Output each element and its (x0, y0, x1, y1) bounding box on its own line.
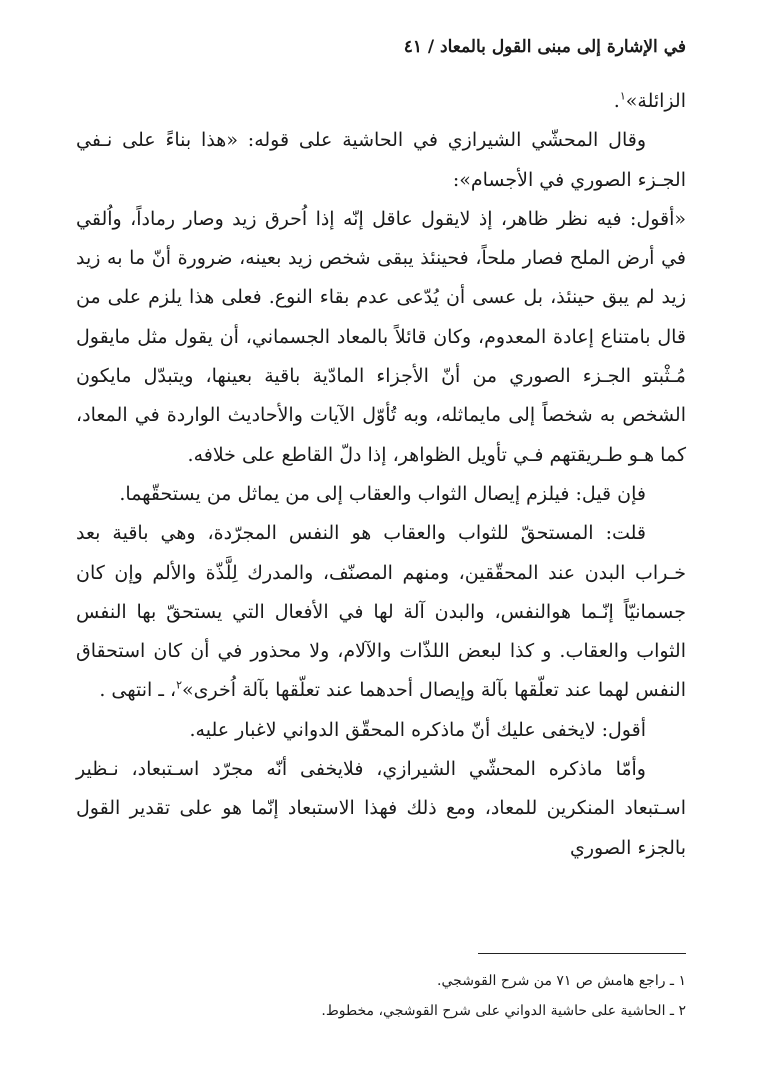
footnote-divider (478, 953, 686, 954)
main-text (76, 82, 686, 868)
paragraph-1: الزائلة»$^١$. (613, 89, 686, 112)
paragraph-3: «أقول: فيه نظر ظاهر، إذ لايقول عاقل إنّه إذا اُحرق زيد وصار رماداً، واُلقي في أرض الملح فصار ملحاً، فحينئذ يبقى شخص زيد بعينه، ضرورة أنّ ما به زيد زيد لم يبق حينئذ، بل عسى أن يُدّعى عدم بقاء النوع. فعلى هذا يلزم على من قال بامتناع إعادة المعدوم، وكان قائلاً بالمعاد الجسماني، أن يقول مثل مايقول مُـثْبتو الجـزء الصوري من أنّ الأجزاء المادّية باقية بعينها، ويتبدّل مايكون الشخص به شخصاً إلى مايماثله، وبه تُأوّل الآيات والأحاديث الواردة في المعاد، كما هـو طـريقتهم فـي تأويل الظواهر، إذا دلّ القاطع على خلافه. (76, 207, 686, 466)
footnote-2: ٢ ـ الحاشية على حاشية الدواني على شرح القوشجي، مخطوط. (321, 1003, 686, 1019)
paragraph-7: وأمّا ماذكره المحشّي الشيرازي، فلايخفى أنّه مجرّد اسـتبعاد، نـظير اسـتبعاد المنكرين للمعاد، ومع ذلك فهذا الاستبعاد إنّما هو على تقدير القول بالجزء الصوري (76, 758, 686, 859)
footnote-ref-2: ٢ (176, 679, 183, 693)
running-header: في الإشارة إلى مبنى القول بالمعاد / ٤١ (403, 37, 686, 57)
paragraph-2: وقال المحشّي الشيرازي في الحاشية على قوله: «هذا بناءً على نـفي الجـزء الصوري في الأجسام»: (76, 129, 686, 191)
footnotes (76, 966, 686, 1026)
paragraph-4: فإن قيل: فيلزم إيصال الثواب والعقاب إلى من يماثل من يستحقّهما. (119, 482, 646, 505)
footnote-ref-1: ١ (619, 89, 626, 103)
footnote-1: ١ ـ راجع هامش ص ٧١ من شرح القوشجي. (437, 973, 686, 989)
paragraph-5: قلت: المستحقّ للثواب والعقاب هو النفس المجرّدة، وهي باقية بعد خـراب البدن عند المحقّقين، ومنهم المصنّف، والمدرك لِلَّذّة والألم وإن كان جسمانيّاً إنّـما هوالنفس، والبدن آلة لها في الأفعال التي يستحقّ بها النفس الثواب والعقاب. و كذا لبعض اللذّات والآلام، ولا محذور في أن كان استحقاق النفس لهما عند تعلّقها بآلة وإيصال أحدهما عند تعلّقها بآلة اُخرى»$^٢$، ـ انتهى . (76, 522, 686, 702)
paragraph-6: أقول: لايخفى عليك أنّ ماذكره المحقّق الدواني لاغبار عليه. (189, 718, 646, 741)
